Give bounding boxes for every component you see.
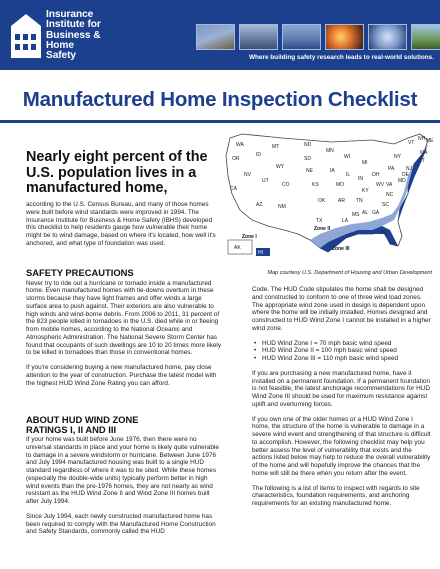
svg-text:MO: MO <box>336 182 345 188</box>
wind-zone-list <box>252 340 432 363</box>
map-caption: Map courtesy U.S. Department of Housing and Urban Development <box>267 270 432 276</box>
svg-text:CT: CT <box>418 158 425 164</box>
wind-zone-item: • HUD Wind Zone II = 100 mph basic wind speed <box>252 347 432 355</box>
header-photo-tree <box>411 24 440 50</box>
svg-text:LA: LA <box>342 218 349 224</box>
svg-text:CO: CO <box>282 182 290 188</box>
hud-paragraph-2: Since July 1994, each newly constructed manufactured home has been required to comply with the Manufactured Home Construction and Safety Standards, commonly called the HUD <box>26 512 216 536</box>
svg-text:NC: NC <box>386 192 394 198</box>
svg-text:AZ: AZ <box>256 202 263 208</box>
safety-paragraph-1: Never try to ride out a hurricane or tornado inside a manufactured home. Even manufactured homes with tie-downs overturn in these storms because they have light frames and offer winds a large surface area to push against. Their exteriors are also vulnerable to high winds and wind-borne debris. From 2006 to 2011, 31 percent of the 823 people killed in tornadoes in the U.S. died while in or fleeing from mobile homes, according to the National Oceanic and Atmospheric Administration. The National Severe Storm Center has found that occupants of such dwellings are 10 to 20 times more likely to be killed in tornadoes than those in conventional homes. <box>26 279 222 357</box>
svg-text:ID: ID <box>256 152 261 158</box>
svg-text:NM: NM <box>278 204 286 210</box>
svg-text:OK: OK <box>318 198 326 204</box>
svg-text:AR: AR <box>338 198 345 204</box>
header-band <box>0 0 440 70</box>
svg-text:KS: KS <box>312 182 319 188</box>
header-photo-strip <box>196 24 440 50</box>
svg-text:SD: SD <box>304 156 311 162</box>
svg-text:WY: WY <box>276 164 285 170</box>
wind-zone-map <box>222 130 436 270</box>
svg-text:MT: MT <box>272 144 280 150</box>
svg-text:IA: IA <box>330 168 335 174</box>
ibhs-logo[interactable] <box>10 10 142 62</box>
svg-text:IL: IL <box>346 172 351 178</box>
right-column <box>252 286 432 508</box>
lead-heading: Nearly eight percent of the U.S. population lives in a manufactured home, <box>26 149 208 196</box>
page-title: Manufactured Home Inspection Checklist <box>22 88 418 111</box>
svg-text:AK: AK <box>234 245 241 251</box>
house-logo-icon <box>10 12 42 58</box>
svg-text:GA: GA <box>372 210 380 216</box>
intro-paragraph: according to the U.S. Census Bureau, and many of those homes were built before wind standards were improved in 1994. The Insurance Institute for Business & Home Safety (IBHS) developed this checklist to help residents gauge how vulnerable their home might be to wind damage, based on where it's located, how well it's anchored, and what type of foundation was used. <box>26 201 216 247</box>
svg-text:WA: WA <box>236 142 244 148</box>
header-photo-storm <box>368 24 407 50</box>
svg-text:SC: SC <box>382 202 389 208</box>
safety-heading: SAFETY PRECAUTIONS <box>26 267 134 278</box>
svg-text:KY: KY <box>362 188 369 194</box>
svg-text:WI: WI <box>344 154 351 160</box>
svg-text:MA: MA <box>420 150 428 156</box>
svg-text:AL: AL <box>362 210 369 216</box>
svg-text:ND: ND <box>304 142 312 148</box>
svg-text:NE: NE <box>306 168 313 174</box>
header-photo-lab <box>282 24 321 50</box>
svg-text:UT: UT <box>262 178 269 184</box>
svg-text:TN: TN <box>356 198 363 204</box>
tagline: Where building safety research leads to real-world solutions. <box>248 54 434 61</box>
title-rule <box>0 120 440 123</box>
older-home-paragraph: If you own one of the older homes or a HUD Wind Zone I home, the structure of the home is vulnerable to damage in a severe wind event and strengthening of that structure is difficult to accomplish. However, the following checklist may help you better assess the level of vulnerability that exists and the actions listed below may help to reduce the overall vulnerability of the home and will hopefully improve the chances that the home will still be there when you return after the event. <box>252 415 431 477</box>
inspect-list-paragraph: The following is a list of items to inspect with regards to site characteristics, foundation requirements, and anchoring requirements for an existing manufactured home. <box>252 484 420 507</box>
safety-section <box>26 268 222 387</box>
svg-text:CA: CA <box>230 186 237 192</box>
svg-text:IN: IN <box>358 176 363 182</box>
svg-text:NH: NH <box>418 136 426 142</box>
new-home-paragraph: If you are purchasing a new manufactured home, have it installed on a permanent foundation. If a permanent foundation is not feasible, the latest anchorage recommendations for HUD Wind Zone III should be used for maximum resistance against uplift and overturning forces. <box>252 369 430 408</box>
svg-text:MI: MI <box>362 160 368 166</box>
svg-text:OH: OH <box>372 172 380 178</box>
svg-text:PA: PA <box>388 166 395 172</box>
hud-section <box>26 415 222 536</box>
svg-text:OR: OR <box>232 156 240 162</box>
hud-code-paragraph: Code. The HUD Code stipulates the home shall be designed and constructed to conform to one of three wind load zones. The appropriate wind zone used in design is dependent upon where the home will be initially installed. Homes designed and constructed to HUD Wind Zone I cannot be installed in a higher wind zone. <box>252 286 431 332</box>
hud-paragraph-1: If your home was built before June 1976, then there were no universal standards in place and your home is likely quite vulnerable to damage in a severe windstorm or hurricane. Between June 1976 and July 1994 manufactured housing was built to a single HUD standard regardless of where it was to be sited. While these homes (especially the double-wide units) typically perform better in high wind events than the pre-1976 homes, they are not nearly as wind resistant as the HUD Wind Zone II and Wind Zone III homes built after July 1994. <box>26 436 219 505</box>
svg-text:ME: ME <box>426 138 434 144</box>
svg-text:HI: HI <box>258 250 263 256</box>
zone-label-1: Zone I <box>242 234 257 240</box>
header-photo-fire <box>325 24 364 50</box>
svg-text:FL: FL <box>382 230 388 236</box>
svg-text:NY: NY <box>394 154 401 160</box>
zone-label-2: Zone II <box>314 226 331 232</box>
svg-text:MD: MD <box>398 178 406 184</box>
zone-label-3: Zone III <box>332 246 350 252</box>
svg-text:VT: VT <box>408 140 415 146</box>
svg-text:NJ: NJ <box>406 166 413 172</box>
header-photo-street <box>239 24 278 50</box>
logo-wordmark: Insurance Institute for Business & Home Safety <box>46 9 101 62</box>
wind-zone-item: • HUD Wind Zone I = 70 mph basic wind speed <box>252 340 432 348</box>
svg-text:VA: VA <box>386 182 393 188</box>
svg-text:MS: MS <box>352 212 360 218</box>
hud-heading: ABOUT HUD WIND ZONE RATINGS I, II AND III <box>26 414 139 435</box>
safety-paragraph-2: If you're considering buying a new manufactured home, pay close attention to the year of construction. Purchase the latest model with the highest HUD Wind Zone Rating you can afford. <box>26 364 217 387</box>
svg-text:TX: TX <box>316 218 323 224</box>
svg-text:NV: NV <box>244 172 251 178</box>
header-photo-house <box>196 24 235 50</box>
wind-zone-item: • HUD Wind Zone III = 110 mph basic wind speed <box>252 355 432 363</box>
svg-text:WV: WV <box>376 182 385 188</box>
svg-text:DE: DE <box>402 172 409 178</box>
svg-text:MN: MN <box>326 148 334 154</box>
